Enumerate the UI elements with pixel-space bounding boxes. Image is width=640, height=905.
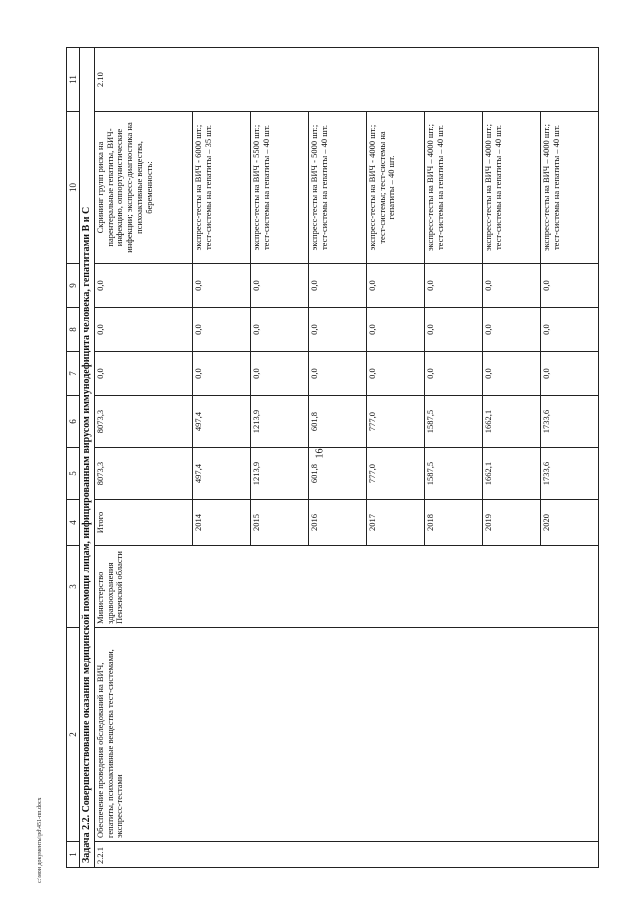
row-code: 2.2.1: [94, 842, 598, 868]
value-cell: 0,0: [366, 264, 424, 308]
result-cell: экспресс-тесты на ВИЧ - 6000 шт.; тест-системы на гепатиты – 35 шт.: [192, 112, 250, 264]
result-cell: экспресс-тесты на ВИЧ - 5500 шт.; тест-системы на гепатиты – 40 шт.: [250, 112, 308, 264]
value-cell: 1733,6: [540, 448, 598, 500]
value-cell: 497,4: [192, 396, 250, 448]
value-cell: 1213,9: [250, 396, 308, 448]
executor: Министерство здравоохранения Пензенской области: [94, 546, 598, 628]
result-cell: экспресс-тесты на ВИЧ – 4000 шт.; тест-системы на гепатиты – 40 шт.: [540, 112, 598, 264]
year-cell: 2016: [308, 500, 366, 546]
result-cell: экспресс-тесты на ВИЧ - 5000 шт.; тест-системы на гепатиты – 40 шт.: [308, 112, 366, 264]
col-header: 10: [67, 112, 80, 264]
year-cell: Итого: [94, 500, 192, 546]
value-cell: 1662,1: [482, 448, 540, 500]
col-header: 5: [67, 448, 80, 500]
program-table: [66, 47, 599, 868]
year-cell: 2015: [250, 500, 308, 546]
value-cell: 1587,5: [424, 396, 482, 448]
result-cell: экспресс-тесты на ВИЧ – 4000 шт.; тест-системы на гепатиты – 40 шт.: [482, 112, 540, 264]
page-number: 16: [314, 448, 326, 459]
value-cell: 0,0: [308, 308, 366, 352]
value-cell: 0,0: [250, 264, 308, 308]
task-row: [80, 48, 95, 868]
value-cell: 1733,6: [540, 396, 598, 448]
year-cell: 2017: [366, 500, 424, 546]
year-cell: 2014: [192, 500, 250, 546]
result-cell: экспресс-тесты на ВИЧ – 4000 шт.; тест-системы на гепатиты – 40 шт.: [424, 112, 482, 264]
col-header: 7: [67, 352, 80, 396]
value-cell: 0,0: [366, 352, 424, 396]
value-cell: 601,8: [308, 396, 366, 448]
value-cell: 0,0: [540, 308, 598, 352]
value-cell: 8073,3: [94, 448, 192, 500]
col-header: 2: [67, 628, 80, 842]
value-cell: 0,0: [424, 308, 482, 352]
value-cell: 0,0: [192, 308, 250, 352]
value-cell: 0,0: [540, 264, 598, 308]
value-cell: 777,0: [366, 448, 424, 500]
total-row: [94, 48, 192, 868]
value-cell: 0,0: [308, 264, 366, 308]
value-cell: 0,0: [540, 352, 598, 396]
link-code: 2.10: [94, 48, 598, 112]
col-header: 8: [67, 308, 80, 352]
value-cell: 0,0: [482, 308, 540, 352]
value-cell: 0,0: [250, 308, 308, 352]
col-header: 6: [67, 396, 80, 448]
value-cell: 0,0: [482, 352, 540, 396]
value-cell: 8073,3: [94, 396, 192, 448]
value-cell: 0,0: [94, 264, 192, 308]
value-cell: 1662,1: [482, 396, 540, 448]
task-title: Задача 2.2. Совершенствование оказания медицинской помощи лицам, инфицированным вирусом иммунодефицита человека, гепатитами В и С: [80, 48, 95, 868]
footer-file-path: c:\мои документы\pd\451-пп.docx: [37, 797, 43, 883]
value-cell: 0,0: [192, 352, 250, 396]
value-cell: 0,0: [424, 352, 482, 396]
value-cell: 1587,5: [424, 448, 482, 500]
col-header: 4: [67, 500, 80, 546]
col-header: 3: [67, 546, 80, 628]
value-cell: 0,0: [94, 352, 192, 396]
rotated-table-canvas: [66, 48, 626, 868]
value-cell: 0,0: [366, 308, 424, 352]
value-cell: 0,0: [308, 352, 366, 396]
value-cell: 0,0: [192, 264, 250, 308]
value-cell: 0,0: [250, 352, 308, 396]
value-cell: 0,0: [424, 264, 482, 308]
value-cell: 601,8: [308, 448, 366, 500]
result-cell: экспресс-тесты на ВИЧ - 4000 шт.; тест-системы; тест-системы на гепатиты – 40 шт.: [366, 112, 424, 264]
year-cell: 2019: [482, 500, 540, 546]
year-cell: 2020: [540, 500, 598, 546]
value-cell: 777,0: [366, 396, 424, 448]
value-cell: 1213,9: [250, 448, 308, 500]
col-header: 1: [67, 842, 80, 868]
value-cell: 0,0: [94, 308, 192, 352]
year-cell: 2018: [424, 500, 482, 546]
column-number-row: [67, 48, 80, 868]
row-name: Обеспечение проведения обследований на ВИЧ, гепатиты, психоактивные вещества тест-системами, экспресс-тестами: [94, 628, 598, 842]
col-header: 9: [67, 264, 80, 308]
result-cell: Скрининг групп риска на парентеральные гепатиты, ВИЧ-инфекцию, оппортунистические инфекции; экспресс-диагностика на психоактивные вещества, беременность:: [94, 112, 192, 264]
value-cell: 497,4: [192, 448, 250, 500]
value-cell: 0,0: [482, 264, 540, 308]
col-header: 11: [67, 48, 80, 112]
